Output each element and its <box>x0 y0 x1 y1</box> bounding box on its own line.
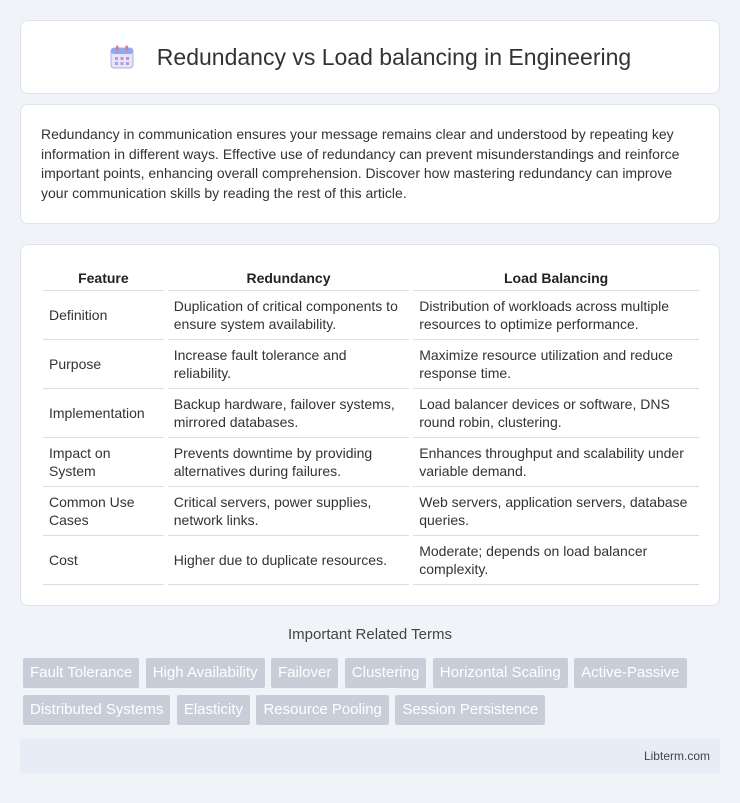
tag-active-passive[interactable]: Active-Passive <box>574 658 686 688</box>
table-row <box>43 291 699 340</box>
row-redundancy: Higher due to duplicate resources. <box>168 536 409 585</box>
related-terms-title: Important Related Terms <box>288 626 452 643</box>
header-feature: Feature <box>43 267 164 291</box>
row-load-balancing: Maximize resource utilization and reduce response time. <box>413 340 699 389</box>
row-redundancy: Backup hardware, failover systems, mirrored databases. <box>168 389 409 438</box>
row-feature: Definition <box>43 291 164 340</box>
page-title: Redundancy vs Load balancing in Engineering <box>156 43 632 70</box>
tag-resource-pooling[interactable]: Resource Pooling <box>256 695 388 725</box>
table-row <box>43 438 699 487</box>
tag-elasticity[interactable]: Elasticity <box>177 695 250 725</box>
tag-high-availability[interactable]: High Availability <box>146 658 265 688</box>
row-load-balancing: Moderate; depends on load balancer complexity. <box>413 536 699 585</box>
intro-card <box>20 104 720 224</box>
row-load-balancing: Enhances throughput and scalability under variable demand. <box>413 438 699 487</box>
row-redundancy: Duplication of critical components to ensure system availability. <box>168 291 409 340</box>
header-load-balancing: Load Balancing <box>413 267 699 291</box>
row-feature: Common Use Cases <box>43 487 164 536</box>
row-load-balancing: Distribution of workloads across multiple resources to optimize performance. <box>413 291 699 340</box>
table-header-row <box>43 267 699 291</box>
calendar-icon <box>109 44 135 70</box>
tag-session-persistence[interactable]: Session Persistence <box>395 695 545 725</box>
row-feature: Cost <box>43 536 164 585</box>
header-card <box>20 20 720 94</box>
row-feature: Purpose <box>43 340 164 389</box>
row-load-balancing: Web servers, application servers, database queries. <box>413 487 699 536</box>
table-row <box>43 487 699 536</box>
tag-horizontal-scaling[interactable]: Horizontal Scaling <box>433 658 568 688</box>
intro-text: Redundancy in communication ensures your message remains clear and understood by repeating key information in different ways. Effective use of redundancy can prevent misunderstandings and reinforce important points, enhancing overall comprehension. Discover how mastering redundancy can improve your communication skills by reading the rest of this article. <box>41 126 680 201</box>
header-redundancy: Redundancy <box>168 267 409 291</box>
footer-brand[interactable]: Libterm.com <box>643 749 710 763</box>
row-load-balancing: Load balancer devices or software, DNS round robin, clustering. <box>413 389 699 438</box>
row-redundancy: Increase fault tolerance and reliability. <box>168 340 409 389</box>
tag-failover[interactable]: Failover <box>271 658 338 688</box>
row-redundancy: Critical servers, power supplies, network links. <box>168 487 409 536</box>
footer <box>20 739 720 773</box>
related-terms-list <box>23 658 723 732</box>
table-row <box>43 389 699 438</box>
row-redundancy: Prevents downtime by providing alternatives during failures. <box>168 438 409 487</box>
row-feature: Implementation <box>43 389 164 438</box>
tag-distributed-systems[interactable]: Distributed Systems <box>23 695 170 725</box>
tag-clustering[interactable]: Clustering <box>345 658 427 688</box>
row-feature: Impact on System <box>43 438 164 487</box>
tag-fault-tolerance[interactable]: Fault Tolerance <box>23 658 139 688</box>
comparison-table <box>43 267 699 585</box>
comparison-card <box>20 244 720 606</box>
table-row <box>43 340 699 389</box>
table-row <box>43 536 699 585</box>
